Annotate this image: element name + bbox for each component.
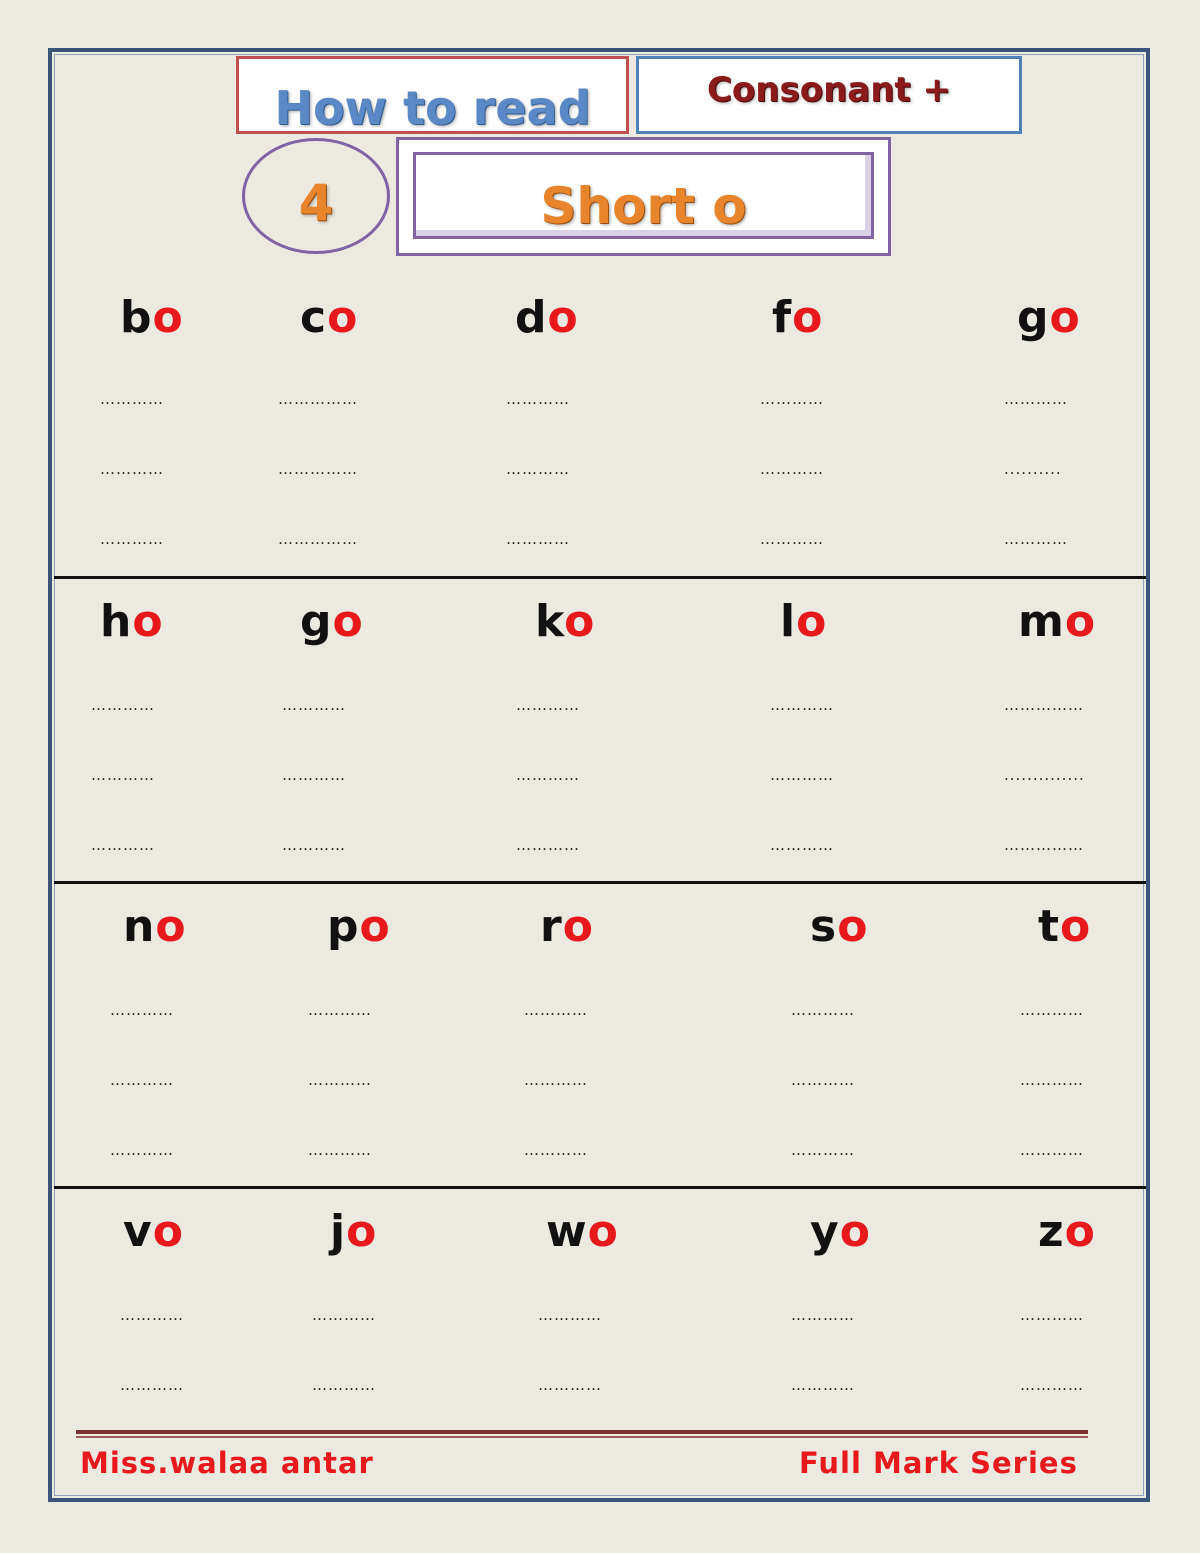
syllable-consonant: b [120,292,153,343]
syllable-vowel: o [792,292,824,343]
writing-line[interactable]: ………… [506,530,570,548]
syllable-word [1038,1206,1096,1257]
writing-line[interactable]: ………… [282,836,346,854]
syllable-vowel: o [327,292,359,343]
syllable-word [120,292,184,343]
writing-line[interactable]: …………… [278,390,358,408]
writing-line[interactable]: ………… [308,1001,372,1019]
writing-line[interactable]: ………… [506,460,570,478]
writing-line[interactable]: ………… [1020,1306,1084,1324]
footer-rule-thin [76,1436,1088,1438]
writing-line[interactable]: ………… [1004,530,1068,548]
writing-line[interactable]: ………… [770,836,834,854]
writing-line[interactable]: ………… [760,460,824,478]
section-divider [54,1186,1146,1189]
how-to-read-title: How to read [274,81,591,135]
writing-line[interactable]: ………… [1020,1141,1084,1159]
syllable-consonant: r [540,901,563,952]
syllable-word [780,596,828,647]
syllable-word [100,596,164,647]
syllable-word [546,1206,619,1257]
syllable-word [300,596,364,647]
series-name: Full Mark Series [799,1446,1078,1480]
lesson-number: 4 [298,174,334,232]
page-frame-inner [54,54,1144,1496]
writing-line[interactable]: ………… [524,1001,588,1019]
syllable-consonant: n [123,901,156,952]
writing-line[interactable]: …………… [1004,836,1084,854]
syllable-vowel: o [562,901,594,952]
syllable-consonant: c [300,292,328,343]
writing-line[interactable]: ………… [1004,390,1068,408]
writing-line[interactable]: ………… [1020,1376,1084,1394]
syllable-consonant: k [535,596,565,647]
writing-line[interactable]: ………… [791,1071,855,1089]
syllable-word [515,292,579,343]
syllable-word [810,1206,871,1257]
syllable-vowel: o [332,596,364,647]
syllable-vowel: o [152,1206,184,1257]
syllable-vowel: o [1060,901,1092,952]
syllable-word [810,901,869,952]
writing-line[interactable]: ………… [100,530,164,548]
syllable-vowel: o [359,901,391,952]
writing-line[interactable]: ………… [791,1141,855,1159]
writing-line[interactable]: ………… [120,1306,184,1324]
consonant-plus-title: Consonant + [706,70,952,110]
syllable-vowel: o [547,292,579,343]
syllable-vowel: o [1064,1206,1096,1257]
writing-line[interactable]: …………… [278,460,358,478]
writing-line[interactable]: ………… [100,390,164,408]
writing-line[interactable]: ………… [538,1306,602,1324]
syllable-consonant: d [515,292,548,343]
syllable-word [123,901,187,952]
writing-line[interactable]: ………… [308,1141,372,1159]
syllable-consonant: f [772,292,793,343]
syllable-consonant: h [100,596,133,647]
writing-line[interactable]: ………… [282,696,346,714]
syllable-vowel: o [796,596,828,647]
syllable-consonant: t [1038,901,1061,952]
writing-line[interactable]: ………… [110,1141,174,1159]
writing-line[interactable]: ………… [312,1376,376,1394]
footer-rule [76,1430,1088,1434]
section-divider [54,881,1146,884]
writing-line[interactable]: ………… [91,696,155,714]
syllable-vowel: o [155,901,187,952]
writing-line[interactable]: ………… [1020,1001,1084,1019]
writing-line[interactable]: ………… [538,1376,602,1394]
syllable-word [1018,596,1097,647]
syllable-vowel: o [1064,596,1097,647]
writing-line[interactable]: …………… [278,530,358,548]
syllable-consonant: z [1038,1206,1065,1257]
syllable-word [327,901,391,952]
syllable-word [1038,901,1092,952]
lesson-title: Short o [540,176,747,235]
writing-line[interactable]: ………… [770,766,834,784]
syllable-consonant: g [1017,292,1050,343]
writing-line[interactable]: ………… [791,1001,855,1019]
syllable-vowel: o [152,292,184,343]
writing-line[interactable]: ………… [308,1071,372,1089]
writing-line[interactable]: ………… [110,1001,174,1019]
syllable-word [330,1206,378,1257]
writing-line[interactable]: ………… [770,696,834,714]
consonant-plus-box [636,56,1022,134]
syllable-vowel: o [564,596,596,647]
writing-line[interactable]: ………… [110,1071,174,1089]
writing-line[interactable]: .............. [1004,766,1085,784]
writing-line[interactable]: .......... [1004,460,1062,478]
writing-line[interactable]: ………… [91,766,155,784]
writing-line[interactable]: ………… [100,460,164,478]
syllable-word [540,901,594,952]
writing-line[interactable]: ………… [1020,1071,1084,1089]
syllable-vowel: o [837,901,869,952]
syllable-word [300,292,359,343]
lesson-title-inner [413,152,874,239]
section-divider [54,576,1146,579]
syllable-word [772,292,824,343]
syllable-word [1017,292,1081,343]
lesson-title-box [396,137,891,256]
writing-line[interactable]: ………… [524,1141,588,1159]
syllable-vowel: o [346,1206,378,1257]
syllable-consonant: y [810,1206,840,1257]
author-name: Miss.walaa antar [80,1446,374,1480]
writing-line[interactable]: ………… [282,766,346,784]
syllable-word [123,1206,184,1257]
syllable-word [535,596,596,647]
writing-line[interactable]: ………… [516,836,580,854]
writing-line[interactable]: ………… [760,530,824,548]
syllable-consonant: l [780,596,797,647]
writing-line[interactable]: ………… [120,1376,184,1394]
writing-line[interactable]: ………… [516,766,580,784]
writing-line[interactable]: ………… [524,1071,588,1089]
writing-line[interactable]: ………… [91,836,155,854]
syllable-vowel: o [1049,292,1081,343]
writing-line[interactable]: …………… [1004,696,1084,714]
syllable-consonant: m [1018,596,1065,647]
writing-line[interactable]: ………… [506,390,570,408]
syllable-consonant: v [123,1206,153,1257]
syllable-consonant: p [327,901,360,952]
syllable-consonant: s [810,901,838,952]
syllable-consonant: g [300,596,333,647]
writing-line[interactable]: ………… [312,1306,376,1324]
writing-line[interactable]: ………… [516,696,580,714]
writing-line[interactable]: ………… [791,1376,855,1394]
syllable-consonant: w [546,1206,588,1257]
syllable-consonant: j [330,1206,347,1257]
how-to-read-box [236,56,629,134]
writing-line[interactable]: ………… [791,1306,855,1324]
syllable-vowel: o [132,596,164,647]
syllable-vowel: o [839,1206,871,1257]
syllable-vowel: o [587,1206,619,1257]
writing-line[interactable]: ………… [760,390,824,408]
lesson-number-badge [242,138,390,254]
